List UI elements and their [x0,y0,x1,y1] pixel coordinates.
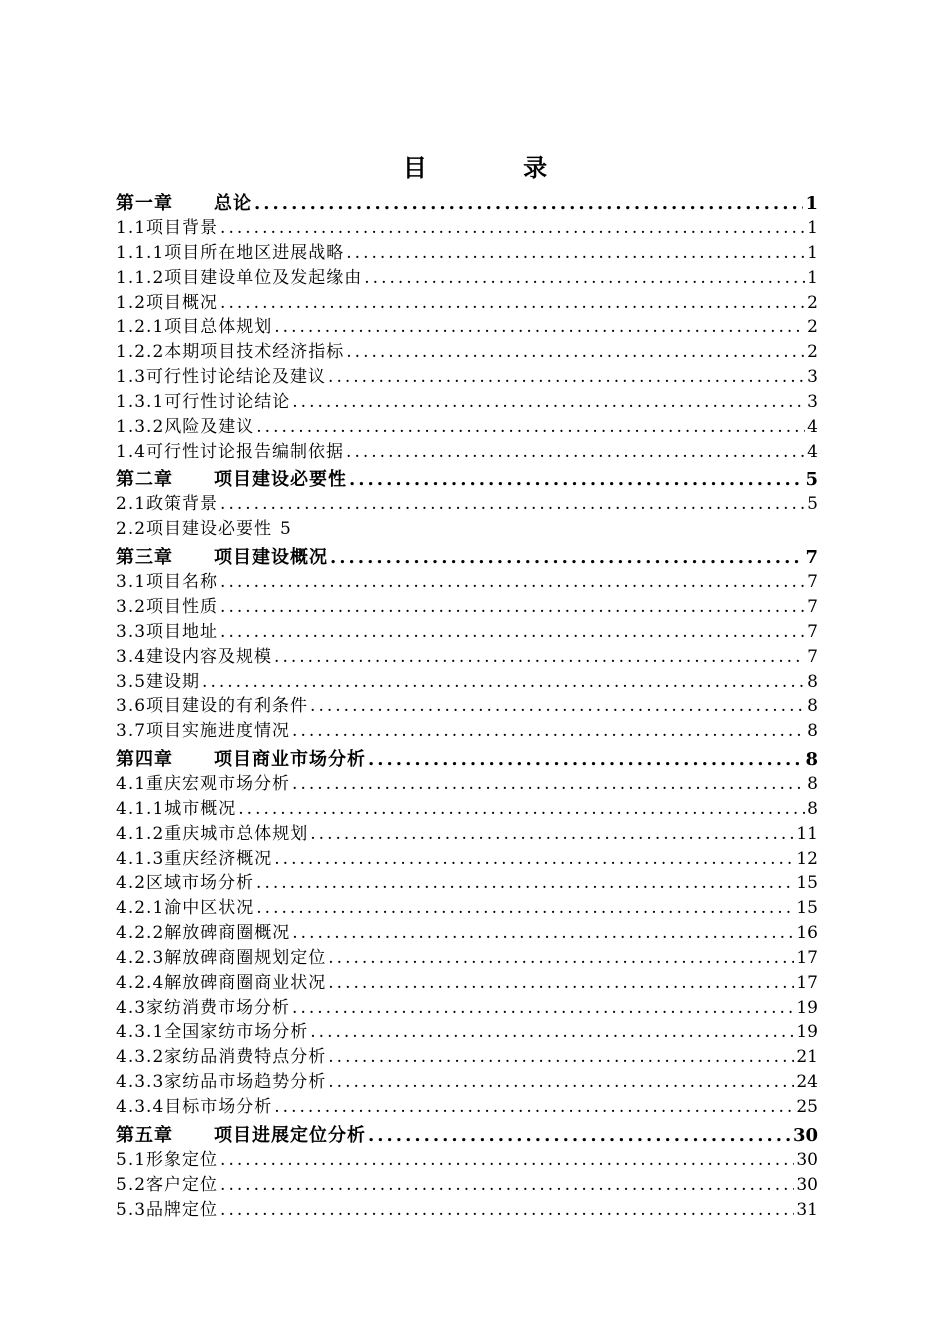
section-title: 4.3家纺消费市场分析 [116,997,291,1018]
section-title: 4.3.2家纺品消费特点分析 [116,1047,327,1068]
toc-section-entry[interactable] [116,492,818,517]
toc-section-entry[interactable] [116,570,818,595]
section-title: 1.4可行性讨论报告编制依据 [116,441,345,462]
toc-section-entry[interactable] [116,1045,818,1070]
page-number: 30 [792,1124,818,1146]
page-number: 8 [807,798,818,819]
dot-leader [368,747,803,772]
dot-leader [328,946,794,971]
dot-leader [202,670,805,695]
section-title: 4.1.3重庆经济概况 [116,848,273,869]
toc-section-entry[interactable] [116,315,818,340]
chapter-number: 第三章 [116,547,173,569]
page-number: 2 [807,317,818,338]
dot-leader [346,440,805,465]
toc-section-entry[interactable] [116,415,818,440]
toc-section-entry[interactable] [116,1095,818,1120]
page-number: 5 [280,519,291,540]
page-number: 19 [796,997,818,1018]
chapter-number: 第一章 [116,193,173,214]
dot-leader [328,1070,794,1095]
dot-leader [274,1095,794,1120]
dot-leader [220,570,805,595]
chapter-heading [116,467,347,492]
page-number: 7 [805,547,818,569]
toc-section-entry[interactable] [116,291,818,316]
toc-section-entry[interactable] [116,517,818,542]
toc-chapter-entry[interactable] [116,545,818,570]
dot-leader [256,896,794,921]
dot-leader [220,216,805,241]
toc-section-entry[interactable] [116,365,818,390]
toc-section-entry[interactable] [116,1070,818,1095]
dot-leader [346,340,805,365]
toc-chapter-entry[interactable] [116,191,818,216]
page-number: 5 [805,469,818,491]
toc-section-entry[interactable] [116,440,818,465]
page-number: 8 [807,721,818,742]
toc-section-entry[interactable] [116,595,818,620]
chapter-heading [116,191,252,216]
section-title: 3.4建设内容及规模 [116,646,273,667]
dot-leader [328,365,805,390]
dot-leader [254,191,803,216]
toc-section-entry[interactable] [116,340,818,365]
chapter-title: 总论 [214,193,252,214]
dot-leader [256,871,794,896]
page-number: 1 [807,218,818,238]
dot-leader [328,971,794,996]
chapter-number: 第四章 [116,749,173,771]
page-number: 7 [807,596,818,617]
page-number: 3 [807,367,818,388]
dot-leader [349,467,803,492]
section-title: 3.6项目建设的有利条件 [116,696,309,717]
dot-leader [310,694,805,719]
page-number: 31 [796,1199,818,1220]
page-number: 7 [807,646,818,667]
toc-chapter-entry[interactable] [116,1123,818,1148]
dot-leader [368,1123,791,1148]
section-title: 4.2区域市场分析 [116,873,255,894]
page-number: 4 [807,441,818,462]
dot-leader [274,847,794,872]
dot-leader [220,291,805,316]
toc-section-entry[interactable] [116,871,818,896]
section-title: 4.2.2解放碑商圈概况 [116,923,291,944]
chapter-heading [116,1123,366,1148]
page-number: 2 [807,292,818,313]
section-title: 3.5建设期 [116,671,201,692]
section-title: 1.1.2项目建设单位及发起缘由 [116,267,363,288]
page-number: 15 [796,873,818,894]
dot-leader [310,822,794,847]
section-title: 2.1政策背景 [116,494,219,515]
dot-leader [220,1173,794,1198]
section-title: 1.1.1项目所在地区进展战略 [116,242,345,263]
section-title: 4.3.3家纺品市场趋势分析 [116,1072,327,1093]
page-number: 30 [796,1149,818,1170]
toc-section-entry[interactable] [116,822,818,847]
section-title: 1.3可行性讨论结论及建议 [116,367,327,388]
toc-section-entry[interactable] [116,216,818,241]
dot-leader [328,1045,794,1070]
dot-leader [220,595,805,620]
toc-chapter-entry[interactable] [116,747,818,772]
section-title: 4.3.1全国家纺市场分析 [116,1022,309,1043]
page-number: 7 [807,621,818,642]
page-number: 21 [796,1047,818,1068]
chapter-title: 项目建设必要性 [214,469,347,491]
dot-leader [274,645,805,670]
page-number: 19 [796,1022,818,1043]
page-number: 1 [807,242,818,263]
toc-chapter-entry[interactable] [116,467,818,492]
toc-section-entry[interactable] [116,1173,818,1198]
section-title: 1.2.1项目总体规划 [116,317,273,338]
page-number: 11 [796,823,818,844]
toc-section-entry[interactable] [116,1020,818,1045]
section-title: 4.2.1渝中区状况 [116,898,255,919]
page-number: 5 [807,494,818,515]
toc-section-entry[interactable] [116,921,818,946]
toc-section-entry[interactable] [116,670,818,695]
dot-leader [220,492,805,517]
chapter-number: 第二章 [116,469,173,491]
page-number: 8 [807,671,818,692]
section-title: 4.1.2重庆城市总体规划 [116,823,309,844]
page-number: 30 [796,1174,818,1195]
section-title: 5.2客户定位 [116,1174,219,1195]
toc-title: 目 录 [402,153,592,182]
dot-leader [292,996,794,1021]
section-title: 3.1项目名称 [116,572,219,593]
chapter-heading [116,545,328,570]
page-number: 15 [796,898,818,919]
section-title: 5.3品牌定位 [116,1199,219,1220]
page-number: 1 [807,267,818,288]
section-title: 3.7项目实施进度情况 [116,721,291,742]
toc-section-entry[interactable] [116,1148,818,1173]
page-number: 24 [796,1072,818,1093]
page-number: 4 [807,416,818,437]
section-title: 4.2.3解放碑商圈规划定位 [116,947,327,968]
section-title: 4.2.4解放碑商圈商业状况 [116,972,327,993]
section-title: 3.3项目地址 [116,621,219,642]
section-title: 4.3.4目标市场分析 [116,1097,273,1117]
toc-section-entry[interactable] [116,694,818,719]
section-title: 1.3.1可行性讨论结论 [116,391,291,412]
section-title: 2.2项目建设必要性 [116,519,273,540]
toc-section-entry[interactable] [116,645,818,670]
section-title: 1.3.2风险及建议 [116,416,255,437]
section-title: 1.2项目概况 [116,292,219,313]
section-title: 4.1.1城市概况 [116,798,237,819]
chapter-number: 第五章 [116,1124,173,1146]
dot-leader [292,921,794,946]
page-number: 8 [807,774,818,795]
section-title: 1.2.2本期项目技术经济指标 [116,342,345,363]
dot-leader [220,1198,794,1223]
dot-leader [256,415,805,440]
page-number: 8 [805,749,818,771]
toc-section-entry[interactable] [116,266,818,291]
dot-leader [292,772,805,797]
page-number: 1 [805,193,818,214]
page-number: 12 [796,848,818,869]
page-number: 7 [807,572,818,593]
dot-leader [364,266,805,291]
toc-section-entry[interactable] [116,719,818,744]
chapter-title: 项目进展定位分析 [214,1124,366,1146]
table-of-contents [116,188,818,1222]
chapter-title: 项目建设概况 [214,547,328,569]
page-number: 16 [796,923,818,944]
section-title: 1.1项目背景 [116,218,219,238]
dot-leader [274,315,805,340]
page-number: 8 [807,696,818,717]
toc-section-entry[interactable] [116,620,818,645]
chapter-title: 项目商业市场分析 [214,749,366,771]
section-title: 4.1重庆宏观市场分析 [116,774,291,795]
dot-leader [310,1020,794,1045]
page-number: 17 [796,947,818,968]
section-title: 5.1形象定位 [116,1149,219,1170]
dot-leader [346,241,805,266]
dot-leader [330,545,803,570]
toc-section-entry[interactable] [116,797,818,822]
toc-section-entry[interactable] [116,772,818,797]
toc-section-entry[interactable] [116,896,818,921]
dot-leader [220,620,805,645]
dot-leader [292,390,805,415]
toc-section-entry[interactable] [116,996,818,1021]
page-number: 3 [807,391,818,412]
page-number: 25 [796,1097,818,1117]
toc-section-entry[interactable] [116,390,818,415]
toc-section-entry[interactable] [116,847,818,872]
dot-leader [238,797,805,822]
toc-section-entry[interactable] [116,1198,818,1223]
toc-section-entry[interactable] [116,241,818,266]
dot-leader [292,719,805,744]
chapter-heading [116,747,366,772]
page-number: 17 [796,972,818,993]
page-number: 2 [807,342,818,363]
dot-leader [220,1148,794,1173]
toc-section-entry[interactable] [116,971,818,996]
toc-section-entry[interactable] [116,946,818,971]
section-title: 3.2项目性质 [116,596,219,617]
